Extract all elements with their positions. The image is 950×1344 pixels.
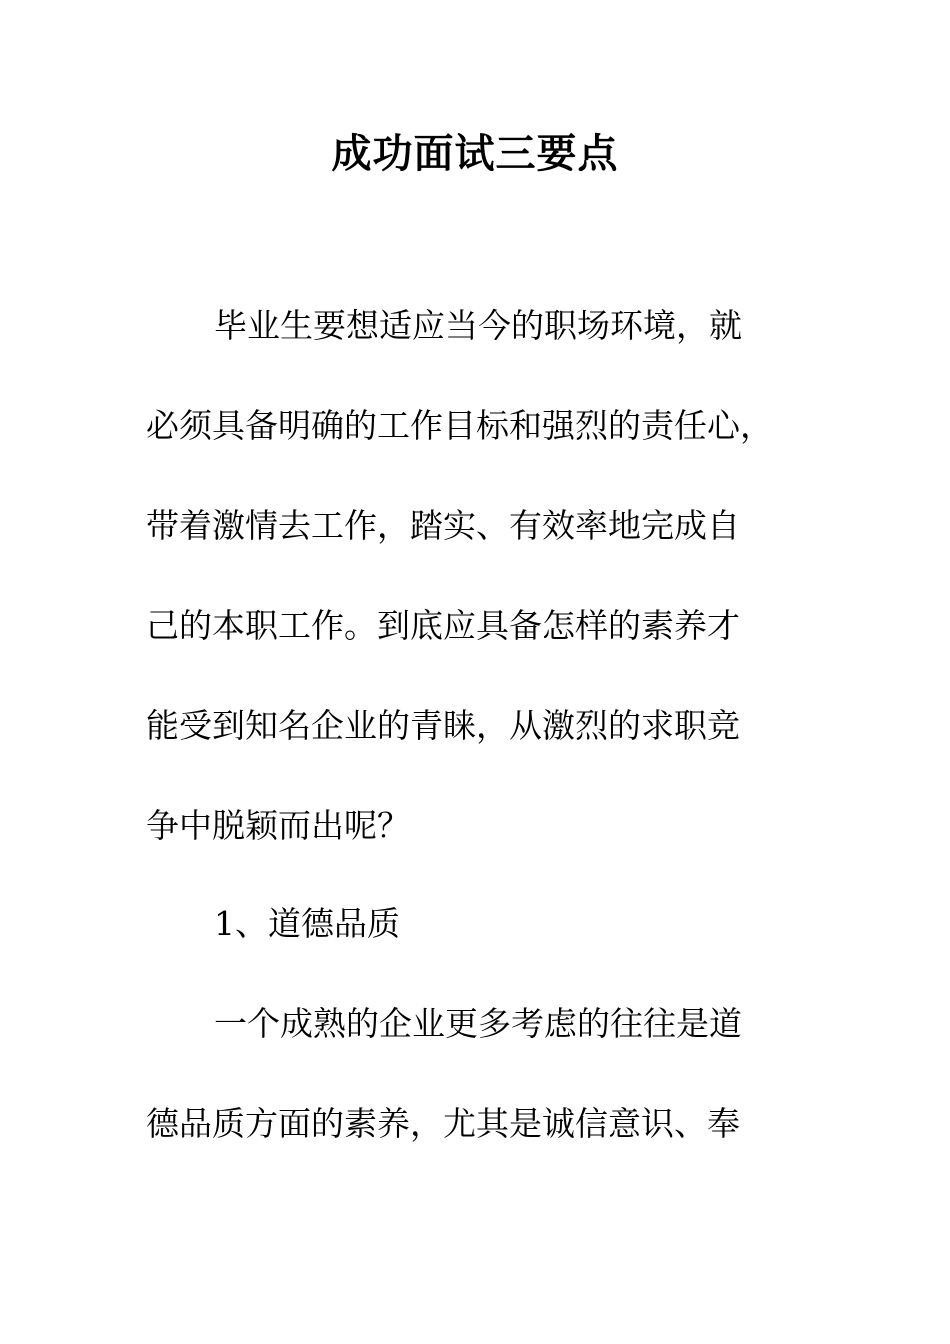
paragraph-line: 己的本职工作。到底应具备怎样的素养才 xyxy=(146,606,740,645)
paragraph-line: 必须具备明确的工作目标和强烈的责任心， xyxy=(146,406,773,445)
paragraph-line: 争中脱颖而出呢？ xyxy=(146,806,410,845)
section-heading: 1、道德品质 xyxy=(214,904,400,943)
paragraph-line: 毕业生要想适应当今的职场环境，就 xyxy=(214,306,742,345)
paragraph-line: 一个成熟的企业更多考虑的往往是道 xyxy=(214,1004,742,1043)
paragraph-line: 德品质方面的素养，尤其是诚信意识、奉 xyxy=(146,1104,740,1143)
paragraph-line: 能受到知名企业的青睐，从激烈的求职竞 xyxy=(146,706,740,745)
paragraph-line: 带着激情去工作，踏实、有效率地完成自 xyxy=(146,506,740,545)
document-title: 成功面试三要点 xyxy=(331,131,619,177)
